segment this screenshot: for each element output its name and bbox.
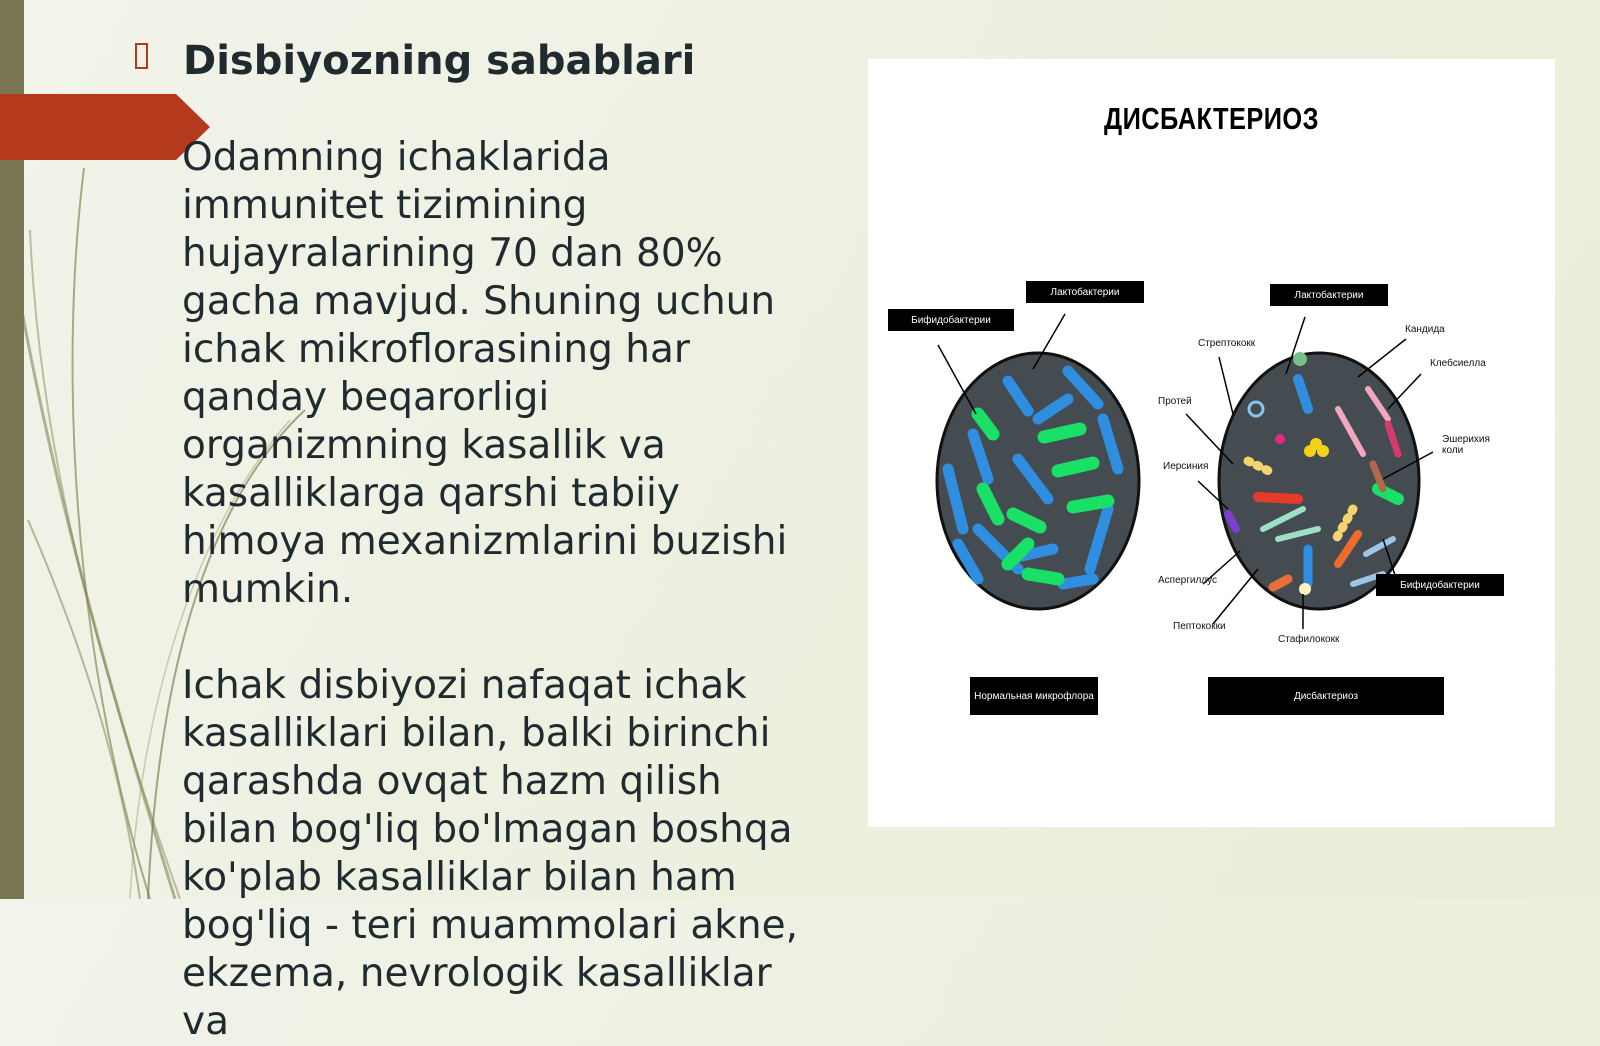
label-peptococci: Пептококки — [1173, 621, 1226, 632]
paragraph-dysbiosis-diseases: Ichak disbiyozi nafaqat ichak kasalliklari bilan, balki birinchi qarashda ovqat hazm qilish bilan bog'liq bo'lmagan boshqa ko'plab kasalliklar bilan ham bog'liq - teri muammolari akne, ekzema, nevrologik kasalliklar va — [182, 663, 798, 1044]
dysbiosis-circle — [1219, 352, 1419, 609]
label-staphylococcus: Стафилококк — [1278, 634, 1340, 645]
caption-dysbacteriosis: Дисбактериоз — [1208, 677, 1444, 715]
bullet-icon — [134, 40, 150, 72]
label-normal-bifidobacteria: Бифидобактерии — [888, 309, 1014, 331]
dysbacteriosis-illustration — [868, 59, 1555, 827]
slide-title: Disbiyozning sabablari — [183, 38, 696, 84]
label-klebsiella: Клебсиелла — [1430, 358, 1486, 369]
title-accent-arrow — [0, 94, 210, 160]
label-dysbiosis-bifidobacteria: Бифидобактерии — [1376, 574, 1504, 596]
normal-microflora-circle — [937, 353, 1139, 609]
label-candida: Кандида — [1405, 324, 1445, 335]
label-normal-lactobacteria: Лактобактерии — [1026, 281, 1144, 303]
label-dysbiosis-lactobacteria: Лактобактерии — [1270, 284, 1388, 306]
paragraph-immune-cells: Odamning ichaklarida immunitet tizimining hujayralarining 70 dan 80% gacha mavjud. Shuning uchun ichak mikroflorasining har qanday beqarorligi organizmning kasallik va kasalliklarga qarshi tabiiy himoya mexanizmlarini buzishi mumkin. — [182, 135, 788, 612]
label-proteus: Протей — [1158, 396, 1192, 407]
label-aspergillus: Аспергиллус — [1158, 575, 1217, 586]
label-escherichia-coli: Эшерихия коли — [1442, 434, 1490, 456]
label-streptococcus: Стрептококк — [1198, 338, 1256, 349]
figure-title: ДИСБАКТЕРИОЗ — [1104, 101, 1319, 136]
slide-body — [182, 134, 822, 1046]
label-yersinia: Иерсиния — [1163, 461, 1209, 472]
caption-normal-microflora: Нормальная микрофлора — [970, 677, 1098, 715]
